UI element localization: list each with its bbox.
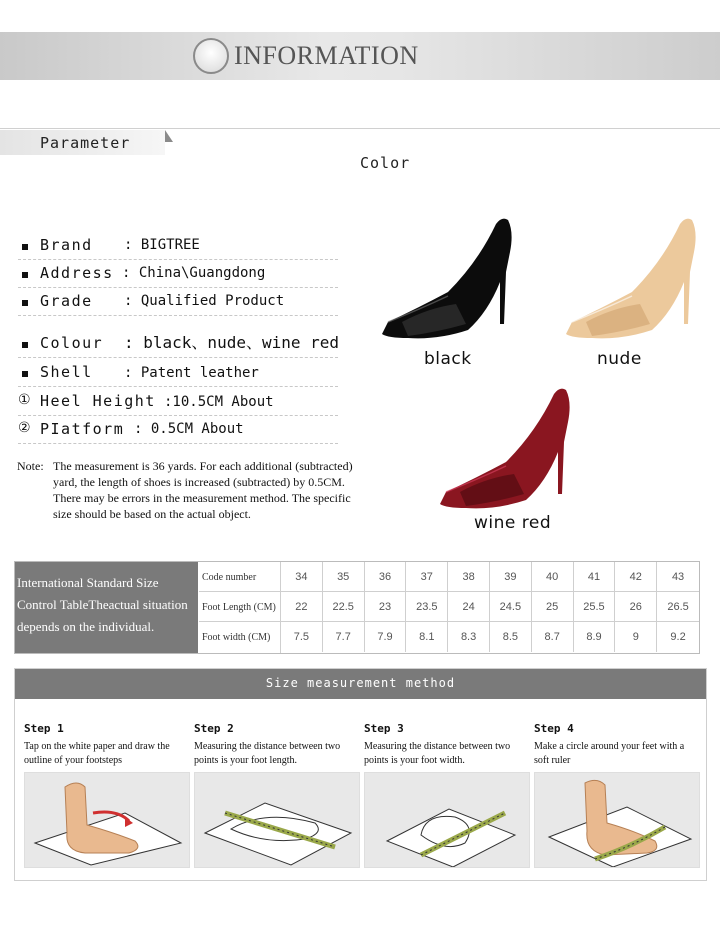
size-cell: 8.3 [448, 622, 490, 652]
param-name: Colour [40, 334, 104, 352]
color-label-wine-red: wine red [474, 513, 552, 533]
param-value: : 0.5CM About [134, 421, 244, 437]
size-cell: 24 [448, 592, 490, 622]
size-cell: 9 [615, 622, 657, 652]
circled-two-icon: ② [18, 420, 31, 436]
size-cell: 24.5 [490, 592, 532, 622]
step-2-illustration [194, 772, 360, 868]
size-cell: 22 [281, 592, 323, 622]
param-name: Brand [40, 236, 93, 254]
size-cell: 41 [574, 562, 616, 592]
step-3 [364, 722, 530, 872]
param-row-heel-height [18, 392, 338, 416]
shoe-image-nude [562, 212, 712, 342]
measurement-method-header [15, 669, 706, 699]
size-cell: 8.7 [532, 622, 574, 652]
step-description: Tap on the white paper and draw the outline of your footsteps [24, 741, 170, 766]
step-1 [24, 722, 190, 872]
size-table-caption-block [15, 562, 198, 653]
size-cell: 38 [448, 562, 490, 592]
size-row-header: Foot Length (CM) [199, 592, 281, 622]
param-value: : Qualified Product [124, 293, 285, 309]
param-value: : BIGTREE [124, 237, 200, 253]
size-cell: 25.5 [574, 592, 616, 622]
size-row-foot-width [199, 622, 699, 653]
param-value: : black、nude、wine red [124, 333, 340, 352]
param-row-shell [18, 363, 338, 387]
size-row-header: Code number [199, 562, 281, 592]
note-text: The measurement is 36 yards. For each additional (subtracted) yard, the length of shoes is increased (subtracted) by 0.5CM. There may be errors in the measurement method. The specific size should be based on the actual object. [53, 459, 353, 521]
step-description: Make a circle around your feet with a soft ruler [534, 741, 685, 766]
param-value: : China\Guangdong [122, 265, 266, 281]
color-label-nude: nude [597, 349, 642, 369]
size-cell: 8.1 [406, 622, 448, 652]
step-title: Step 3 [364, 722, 404, 735]
param-row-grade [18, 292, 338, 316]
param-name: Grade [40, 292, 93, 310]
color-heading: Color [360, 154, 411, 172]
circle-emblem-icon [193, 38, 229, 74]
parameter-tab-label: Parameter [40, 134, 131, 152]
param-value: :10.5CM About [164, 394, 274, 410]
information-banner [0, 32, 720, 80]
shoe-image-black [378, 212, 528, 342]
size-cell: 7.9 [365, 622, 407, 652]
step-title: Step 1 [24, 722, 64, 735]
measurement-method-title: Size measurement method [265, 676, 456, 690]
size-cell: 22.5 [323, 592, 365, 622]
size-cell: 40 [532, 562, 574, 592]
size-cell: 26.5 [667, 601, 689, 613]
size-cell: 35 [323, 562, 365, 592]
foot-width-ruler-icon [365, 773, 529, 867]
param-row-address [18, 264, 338, 288]
step-title: Step 2 [194, 722, 234, 735]
param-name: Heel Height [40, 392, 156, 410]
size-cell: 37 [406, 562, 448, 592]
size-cell: 25 [532, 592, 574, 622]
size-cell: 26 [615, 592, 657, 622]
soft-ruler-foot-icon [535, 773, 699, 867]
circled-one-icon: ① [18, 392, 31, 408]
param-row-brand [18, 236, 338, 260]
wine-red-pump-icon [436, 382, 586, 512]
size-table [14, 561, 700, 654]
size-row-foot-length [199, 592, 699, 622]
size-cell: 7.7 [323, 622, 365, 652]
step-description: Measuring the distance between two points is your foot width. [364, 741, 511, 766]
step-4 [534, 722, 700, 872]
size-cell: 36 [365, 562, 407, 592]
step-2 [194, 722, 360, 872]
size-cell: 42 [615, 562, 657, 592]
size-cell: 8.5 [490, 622, 532, 652]
size-cell: 8.9 [574, 622, 616, 652]
step-1-illustration [24, 772, 190, 868]
shoe-image-wine-red [436, 382, 586, 512]
step-4-illustration [534, 772, 700, 868]
step-3-illustration [364, 772, 530, 868]
param-value: : Patent leather [124, 365, 259, 381]
size-cell: 7.5 [281, 622, 323, 652]
size-table-caption: International Standard Size Control TableTheactual situation depends on the individual. [17, 575, 188, 634]
size-row-header: Foot width (CM) [199, 622, 281, 653]
size-cell: 39 [490, 562, 532, 592]
black-pump-icon [378, 212, 528, 342]
size-cell: 9.2 [670, 631, 686, 643]
square-bullet-icon [22, 300, 28, 306]
square-bullet-icon [22, 272, 28, 278]
banner-title: INFORMATION [234, 41, 419, 70]
square-bullet-icon [22, 371, 28, 377]
parameter-tab-fold [165, 130, 173, 142]
step-description: Measuring the distance between two points is your foot length. [194, 741, 341, 766]
param-name: Address [40, 264, 114, 282]
note-label: Note: [17, 459, 44, 473]
size-cell: 23 [365, 592, 407, 622]
color-label-black: black [424, 349, 472, 369]
size-cell: 34 [281, 562, 323, 592]
size-grid [199, 562, 699, 653]
square-bullet-icon [22, 342, 28, 348]
size-row-code [199, 562, 699, 592]
nude-pump-icon [562, 212, 712, 342]
param-row-platform [18, 420, 338, 444]
param-name: PIatform [40, 420, 125, 438]
divider [0, 128, 720, 129]
foot-length-ruler-icon [195, 773, 359, 867]
param-row-colour [18, 332, 338, 358]
foot-outline-icon [25, 773, 189, 867]
size-cell: 43 [671, 571, 685, 583]
step-title: Step 4 [534, 722, 574, 735]
square-bullet-icon [22, 244, 28, 250]
param-name: Shell [40, 363, 93, 381]
size-cell: 23.5 [406, 592, 448, 622]
